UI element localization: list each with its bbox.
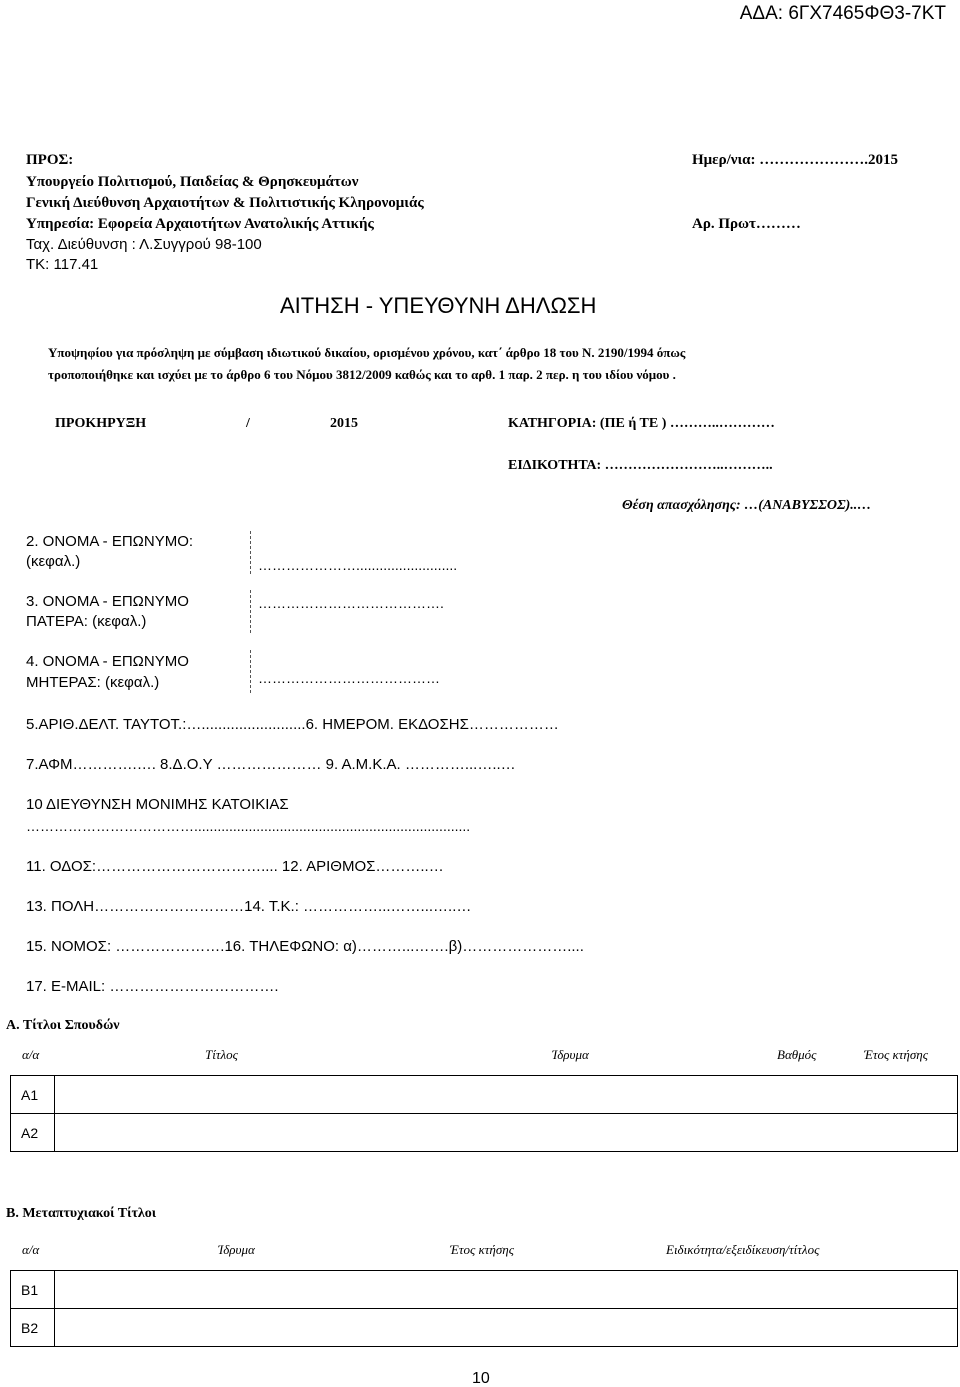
row-label: Α2 [11, 1114, 55, 1152]
field-2-sublabel: (κεφαλ.) [26, 553, 81, 570]
field-10-address-label: 10 ΔΙΕΥΘΥΝΣΗ ΜΟΝΙΜΗΣ ΚΑΤΟΙΚΙΑΣ [26, 796, 289, 813]
table-cell[interactable] [55, 1309, 958, 1347]
intro-line-2: τροποποιήθηκε και ισχύει με το άρθρο 6 του Νόμου 3812/2009 καθώς και το αρθ. 1 παρ. 2 περ. η του ιδίου νόμου . [48, 367, 676, 382]
field-17-email[interactable]: 17. E-MAIL: ……………………………. [26, 978, 279, 995]
field-2-value[interactable]: ………………….......................... [258, 557, 458, 573]
table-row [11, 1271, 958, 1309]
field-2-divider [250, 531, 251, 574]
field-3-divider [250, 590, 251, 633]
service: Υπηρεσία: Εφορεία Αρχαιοτήτων Ανατολικής Αττικής [26, 216, 374, 232]
proclamation-label: ΠΡΟΚΗΡΥΞΗ [55, 416, 147, 431]
row-label: Β2 [11, 1309, 55, 1347]
field-7-tax-number[interactable]: 7.ΑΦΜ………….…. 8.Δ.Ο.Υ ………………… 9. Α.Μ.Κ.Α. …………...…..… [26, 756, 516, 773]
section-b-header-institution: Ίδρυμα [218, 1242, 255, 1257]
row-label: Β1 [11, 1271, 55, 1309]
row-label: Α1 [11, 1076, 55, 1114]
field-11-street[interactable]: 11. ΟΔΟΣ:…………………………….... 12. ΑΡΙΘΜΟΣ………..… [26, 858, 444, 875]
field-13-city[interactable]: 13. ΠΟΛΗ…………………………14. Τ.Κ.: ……………...……...…..… [26, 898, 472, 915]
address: Ταχ. Διεύθυνση : Λ.Συγγρού 98-100 [26, 236, 262, 253]
ministry: Υπουργείο Πολιτισμού, Παιδείας & Θρησκευμάτων [26, 174, 359, 190]
section-a-header-year: Έτος κτήσης [864, 1047, 928, 1062]
zip-code: ΤΚ: 117.41 [26, 256, 99, 273]
table-row [11, 1309, 958, 1347]
section-a-header-grade: Βαθμός [777, 1047, 817, 1062]
protocol-field: Αρ. Πρωτ……… [692, 216, 801, 232]
page-number: 10 [472, 1370, 490, 1387]
section-b-header-year: Έτος κτήσης [450, 1242, 514, 1257]
page-title: ΑΙΤΗΣΗ - ΥΠΕΥΘΥΝΗ ΔΗΛΩΣΗ [280, 293, 597, 318]
table-row [11, 1114, 958, 1152]
field-4-sublabel: ΜΗΤΕΡΑΣ: (κεφαλ.) [26, 674, 160, 691]
position-field: Θέση απασχόλησης: …(ΑΝΑΒΥΣΣΟΣ)..… [622, 498, 872, 513]
field-2-label: 2. ΟΝΟΜΑ - ΕΠΩΝΥΜΟ: [26, 533, 194, 550]
section-b-table [10, 1270, 958, 1347]
field-4-label: 4. ΟΝΟΜΑ - ΕΠΩΝΥΜΟ [26, 653, 189, 670]
field-3-value[interactable]: …………………………………. [258, 595, 444, 611]
category-field: ΚΑΤΗΓΟΡΙΑ: (ΠΕ ή ΤΕ ) ………..………… [508, 416, 775, 431]
table-cell[interactable] [55, 1076, 958, 1114]
section-b-title: Β. Μεταπτυχιακοί Τίτλοι [6, 1206, 157, 1221]
section-a-title: Α. Τίτλοι Σπουδών [6, 1018, 120, 1033]
table-cell[interactable] [55, 1271, 958, 1309]
field-15-prefecture-phone[interactable]: 15. ΝΟΜΟΣ: ………………….16. ΤΗΛΕΦΩΝΟ: α)………...…….β)………………….... [26, 938, 584, 955]
specialty-field: ΕΙΔΙΚΟΤΗΤΑ: ……………………..……….. [508, 458, 773, 473]
field-10-address-value[interactable]: ………………………………....................................................................... [26, 818, 471, 834]
proclamation-slash: / [246, 416, 250, 431]
section-a-table [10, 1075, 958, 1152]
ada-code: ΑΔΑ: 6ΓΧ7465ΦΘ3-7ΚΤ [739, 3, 946, 24]
field-4-value[interactable]: ………………………………… [258, 670, 440, 686]
to-label: ΠΡΟΣ: [26, 152, 74, 168]
general-directorate: Γενική Διεύθυνση Αρχαιοτήτων & Πολιτιστικής Κληρονομιάς [26, 195, 424, 211]
section-b-header-specialty: Ειδικότητα/εξειδίκευση/τίτλος [666, 1242, 820, 1257]
field-4-divider [250, 650, 251, 693]
field-3-sublabel: ΠΑΤΕΡΑ: (κεφαλ.) [26, 613, 147, 630]
field-3-label: 3. ΟΝΟΜΑ - ΕΠΩΝΥΜΟ [26, 593, 189, 610]
date-field: Ημερ/νια: ………………….2015 [692, 152, 898, 168]
proclamation-year: 2015 [330, 416, 358, 431]
field-5-id-number[interactable]: 5.ΑΡΙΘ.ΔΕΛΤ. ΤΑΥΤΟΤ.:….........................6. ΗΜΕΡΟΜ. ΕΚΔΟΣΗΣ……………… [26, 716, 559, 733]
section-a-header-title: Τίτλος [205, 1047, 238, 1062]
section-a-header-no: α/α [22, 1047, 40, 1062]
table-cell[interactable] [55, 1114, 958, 1152]
intro-line-1: Υποψηφίου για πρόσληψη με σύμβαση ιδιωτικού δικαίου, ορισμένου χρόνου, κατ΄ άρθρο 18 του Ν. 2190/1994 όπως [48, 345, 686, 360]
section-b-header-no: α/α [22, 1242, 40, 1257]
section-a-header-institution: Ίδρυμα [552, 1047, 589, 1062]
table-row [11, 1076, 958, 1114]
